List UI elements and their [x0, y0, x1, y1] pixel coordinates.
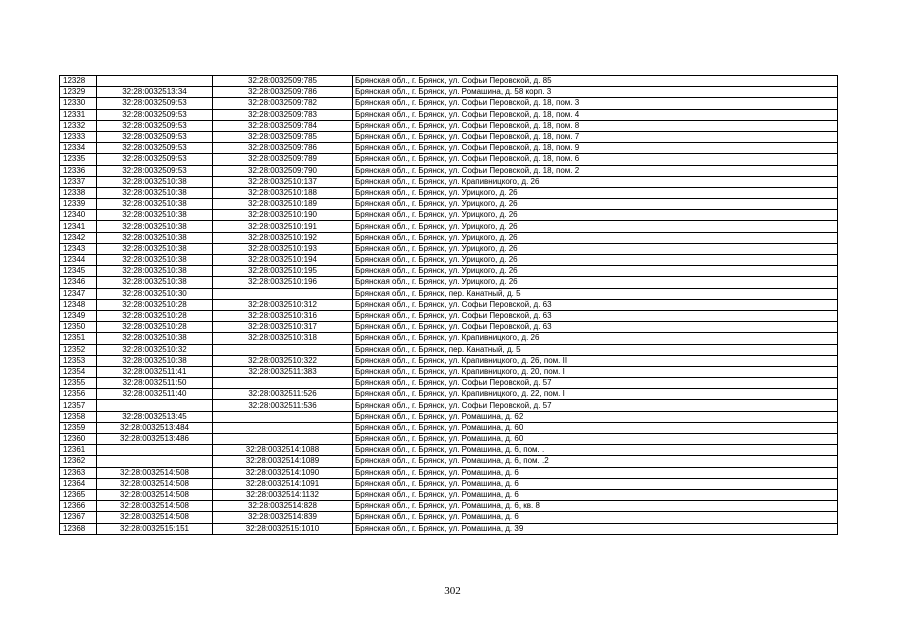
object-cadastral-cell: 32:28:0032510:316	[213, 310, 353, 321]
parcel-cadastral-cell: 32:28:0032513:45	[97, 411, 213, 422]
parcel-cadastral-cell: 32:28:0032511:50	[97, 378, 213, 389]
parcel-cadastral-cell: 32:28:0032515:151	[97, 523, 213, 534]
parcel-cadastral-cell	[97, 76, 213, 87]
row-number-cell: 12360	[60, 434, 97, 445]
object-cadastral-cell: 32:28:0032514:1091	[213, 478, 353, 489]
address-cell: Брянская обл., г. Брянск, ул. Урицкого, д. 26	[353, 187, 838, 198]
table-row	[60, 76, 838, 87]
address-cell: Брянская обл., г. Брянск, ул. Ромашина, д. 6	[353, 512, 838, 523]
parcel-cadastral-cell: 32:28:0032511:40	[97, 389, 213, 400]
row-number-cell: 12336	[60, 165, 97, 176]
row-number-cell: 12332	[60, 120, 97, 131]
table-row	[60, 523, 838, 534]
parcel-cadastral-cell: 32:28:0032510:38	[97, 232, 213, 243]
row-number-cell: 12357	[60, 400, 97, 411]
registry-table	[59, 75, 838, 535]
parcel-cadastral-cell: 32:28:0032511:41	[97, 366, 213, 377]
row-number-cell: 12368	[60, 523, 97, 534]
object-cadastral-cell: 32:28:0032510:193	[213, 243, 353, 254]
object-cadastral-cell: 32:28:0032510:194	[213, 255, 353, 266]
row-number-cell: 12359	[60, 422, 97, 433]
address-cell: Брянская обл., г. Брянск, ул. Софьи Перовской, д. 57	[353, 378, 838, 389]
table-row	[60, 501, 838, 512]
table-row	[60, 322, 838, 333]
address-cell: Брянская обл., г. Брянск, ул. Ромашина, д. 62	[353, 411, 838, 422]
address-cell: Брянская обл., г. Брянск, ул. Ромашина, д. 60	[353, 434, 838, 445]
parcel-cadastral-cell: 32:28:0032514:508	[97, 467, 213, 478]
row-number-cell: 12355	[60, 378, 97, 389]
row-number-cell: 12335	[60, 154, 97, 165]
object-cadastral-cell: 32:28:0032509:786	[213, 87, 353, 98]
object-cadastral-cell: 32:28:0032511:536	[213, 400, 353, 411]
row-number-cell: 12349	[60, 310, 97, 321]
address-cell: Брянская обл., г. Брянск, ул. Софьи Перовской, д. 18, пом. 2	[353, 165, 838, 176]
table-row	[60, 87, 838, 98]
row-number-cell: 12328	[60, 76, 97, 87]
table-row	[60, 199, 838, 210]
registry-table-body	[60, 76, 838, 535]
object-cadastral-cell: 32:28:0032511:526	[213, 389, 353, 400]
table-row	[60, 422, 838, 433]
object-cadastral-cell: 32:28:0032509:782	[213, 98, 353, 109]
address-cell: Брянская обл., г. Брянск, ул. Урицкого, д. 26	[353, 277, 838, 288]
row-number-cell: 12366	[60, 501, 97, 512]
parcel-cadastral-cell: 32:28:0032510:38	[97, 255, 213, 266]
table-row	[60, 344, 838, 355]
table-row	[60, 400, 838, 411]
table-row	[60, 333, 838, 344]
row-number-cell: 12347	[60, 288, 97, 299]
address-cell: Брянская обл., г. Брянск, ул. Ромашина, д. 6, пом. .2	[353, 456, 838, 467]
parcel-cadastral-cell: 32:28:0032510:38	[97, 210, 213, 221]
address-cell: Брянская обл., г. Брянск, ул. Урицкого, д. 26	[353, 232, 838, 243]
parcel-cadastral-cell: 32:28:0032510:38	[97, 277, 213, 288]
object-cadastral-cell: 32:28:0032510:191	[213, 221, 353, 232]
object-cadastral-cell: 32:28:0032514:1089	[213, 456, 353, 467]
row-number-cell: 12362	[60, 456, 97, 467]
object-cadastral-cell: 32:28:0032511:383	[213, 366, 353, 377]
address-cell: Брянская обл., г. Брянск, пер. Канатный, д. 5	[353, 288, 838, 299]
row-number-cell: 12346	[60, 277, 97, 288]
row-number-cell: 12351	[60, 333, 97, 344]
table-row	[60, 255, 838, 266]
row-number-cell: 12339	[60, 199, 97, 210]
row-number-cell: 12350	[60, 322, 97, 333]
table-row	[60, 143, 838, 154]
address-cell: Брянская обл., г. Брянск, ул. Софьи Перовской, д. 18, пом. 9	[353, 143, 838, 154]
object-cadastral-cell: 32:28:0032510:195	[213, 266, 353, 277]
address-cell: Брянская обл., г. Брянск, ул. Софьи Перовской, д. 18, пом. 3	[353, 98, 838, 109]
object-cadastral-cell	[213, 344, 353, 355]
address-cell: Брянская обл., г. Брянск, ул. Крапивницкого, д. 26	[353, 333, 838, 344]
table-row	[60, 355, 838, 366]
object-cadastral-cell: 32:28:0032510:189	[213, 199, 353, 210]
parcel-cadastral-cell: 32:28:0032513:34	[97, 87, 213, 98]
row-number-cell: 12367	[60, 512, 97, 523]
parcel-cadastral-cell: 32:28:0032510:38	[97, 176, 213, 187]
parcel-cadastral-cell: 32:28:0032510:38	[97, 355, 213, 366]
parcel-cadastral-cell: 32:28:0032513:486	[97, 434, 213, 445]
parcel-cadastral-cell: 32:28:0032510:38	[97, 333, 213, 344]
object-cadastral-cell: 32:28:0032514:1090	[213, 467, 353, 478]
address-cell: Брянская обл., г. Брянск, ул. Крапивницкого, д. 26	[353, 176, 838, 187]
table-row	[60, 221, 838, 232]
table-row	[60, 120, 838, 131]
row-number-cell: 12353	[60, 355, 97, 366]
address-cell: Брянская обл., г. Брянск, ул. Софьи Перовской, д. 57	[353, 400, 838, 411]
address-cell: Брянская обл., г. Брянск, ул. Крапивницкого, д. 20, пом. I	[353, 366, 838, 377]
table-row	[60, 489, 838, 500]
object-cadastral-cell: 32:28:0032509:789	[213, 154, 353, 165]
table-row	[60, 232, 838, 243]
table-row	[60, 378, 838, 389]
object-cadastral-cell: 32:28:0032510:317	[213, 322, 353, 333]
row-number-cell: 12338	[60, 187, 97, 198]
object-cadastral-cell: 32:28:0032510:137	[213, 176, 353, 187]
row-number-cell: 12343	[60, 243, 97, 254]
parcel-cadastral-cell: 32:28:0032514:508	[97, 512, 213, 523]
table-row	[60, 445, 838, 456]
object-cadastral-cell: 32:28:0032509:783	[213, 109, 353, 120]
address-cell: Брянская обл., г. Брянск, ул. Урицкого, д. 26	[353, 243, 838, 254]
parcel-cadastral-cell: 32:28:0032509:53	[97, 98, 213, 109]
table-row	[60, 98, 838, 109]
object-cadastral-cell	[213, 288, 353, 299]
address-cell: Брянская обл., г. Брянск, ул. Ромашина, д. 6	[353, 489, 838, 500]
address-cell: Брянская обл., г. Брянск, ул. Ромашина, д. 39	[353, 523, 838, 534]
address-cell: Брянская обл., г. Брянск, ул. Ромашина, д. 6	[353, 478, 838, 489]
object-cadastral-cell: 32:28:0032514:839	[213, 512, 353, 523]
object-cadastral-cell: 32:28:0032509:785	[213, 131, 353, 142]
address-cell: Брянская обл., г. Брянск, ул. Софьи Перовской, д. 63	[353, 322, 838, 333]
address-cell: Брянская обл., г. Брянск, ул. Урицкого, д. 26	[353, 255, 838, 266]
address-cell: Брянская обл., г. Брянск, ул. Ромашина, д. 6, кв. 8	[353, 501, 838, 512]
table-row	[60, 165, 838, 176]
parcel-cadastral-cell: 32:28:0032510:38	[97, 187, 213, 198]
row-number-cell: 12330	[60, 98, 97, 109]
row-number-cell: 12358	[60, 411, 97, 422]
address-cell: Брянская обл., г. Брянск, ул. Софьи Перовской, д. 18, пом. 6	[353, 154, 838, 165]
address-cell: Брянская обл., г. Брянск, ул. Софьи Перовской, д. 18, пом. 8	[353, 120, 838, 131]
row-number-cell: 12348	[60, 299, 97, 310]
address-cell: Брянская обл., г. Брянск, ул. Урицкого, д. 26	[353, 266, 838, 277]
address-cell: Брянская обл., г. Брянск, ул. Софьи Перовской, д. 63	[353, 310, 838, 321]
parcel-cadastral-cell: 32:28:0032510:28	[97, 322, 213, 333]
row-number-cell: 12363	[60, 467, 97, 478]
object-cadastral-cell	[213, 422, 353, 433]
address-cell: Брянская обл., г. Брянск, ул. Софьи Перовской, д. 85	[353, 76, 838, 87]
parcel-cadastral-cell: 32:28:0032509:53	[97, 120, 213, 131]
object-cadastral-cell	[213, 411, 353, 422]
row-number-cell: 12331	[60, 109, 97, 120]
parcel-cadastral-cell: 32:28:0032510:30	[97, 288, 213, 299]
table-row	[60, 109, 838, 120]
row-number-cell: 12364	[60, 478, 97, 489]
row-number-cell: 12342	[60, 232, 97, 243]
object-cadastral-cell: 32:28:0032514:1088	[213, 445, 353, 456]
table-row	[60, 187, 838, 198]
object-cadastral-cell: 32:28:0032510:196	[213, 277, 353, 288]
table-row	[60, 176, 838, 187]
address-cell: Брянская обл., г. Брянск, ул. Урицкого, д. 26	[353, 210, 838, 221]
row-number-cell: 12344	[60, 255, 97, 266]
parcel-cadastral-cell: 32:28:0032509:53	[97, 165, 213, 176]
address-cell: Брянская обл., г. Брянск, ул. Ромашина, д. 6	[353, 467, 838, 478]
row-number-cell: 12352	[60, 344, 97, 355]
parcel-cadastral-cell: 32:28:0032510:38	[97, 243, 213, 254]
object-cadastral-cell: 32:28:0032509:786	[213, 143, 353, 154]
table-row	[60, 210, 838, 221]
parcel-cadastral-cell: 32:28:0032509:53	[97, 109, 213, 120]
parcel-cadastral-cell	[97, 445, 213, 456]
row-number-cell: 12341	[60, 221, 97, 232]
table-row	[60, 366, 838, 377]
parcel-cadastral-cell: 32:28:0032509:53	[97, 143, 213, 154]
table-row	[60, 434, 838, 445]
address-cell: Брянская обл., г. Брянск, ул. Ромашина, д. 60	[353, 422, 838, 433]
parcel-cadastral-cell: 32:28:0032510:32	[97, 344, 213, 355]
parcel-cadastral-cell: 32:28:0032513:484	[97, 422, 213, 433]
address-cell: Брянская обл., г. Брянск, ул. Софьи Перовской, д. 63	[353, 299, 838, 310]
parcel-cadastral-cell: 32:28:0032510:38	[97, 266, 213, 277]
table-row	[60, 243, 838, 254]
object-cadastral-cell	[213, 434, 353, 445]
table-row	[60, 478, 838, 489]
parcel-cadastral-cell: 32:28:0032510:28	[97, 299, 213, 310]
table-row	[60, 456, 838, 467]
row-number-cell: 12345	[60, 266, 97, 277]
row-number-cell: 12361	[60, 445, 97, 456]
address-cell: Брянская обл., г. Брянск, ул. Крапивницкого, д. 22, пом. I	[353, 389, 838, 400]
table-row	[60, 299, 838, 310]
table-row	[60, 467, 838, 478]
address-cell: Брянская обл., г. Брянск, ул. Ромашина, д. 58 корп. 3	[353, 87, 838, 98]
parcel-cadastral-cell: 32:28:0032514:508	[97, 501, 213, 512]
table-row	[60, 389, 838, 400]
object-cadastral-cell	[213, 378, 353, 389]
parcel-cadastral-cell: 32:28:0032510:38	[97, 199, 213, 210]
address-cell: Брянская обл., г. Брянск, пер. Канатный, д. 5	[353, 344, 838, 355]
object-cadastral-cell: 32:28:0032510:312	[213, 299, 353, 310]
table-row	[60, 277, 838, 288]
table-row	[60, 310, 838, 321]
object-cadastral-cell: 32:28:0032514:828	[213, 501, 353, 512]
row-number-cell: 12337	[60, 176, 97, 187]
parcel-cadastral-cell: 32:28:0032509:53	[97, 131, 213, 142]
row-number-cell: 12340	[60, 210, 97, 221]
object-cadastral-cell: 32:28:0032510:192	[213, 232, 353, 243]
row-number-cell: 12334	[60, 143, 97, 154]
row-number-cell: 12356	[60, 389, 97, 400]
object-cadastral-cell: 32:28:0032510:318	[213, 333, 353, 344]
row-number-cell: 12354	[60, 366, 97, 377]
object-cadastral-cell: 32:28:0032509:785	[213, 76, 353, 87]
parcel-cadastral-cell: 32:28:0032510:28	[97, 310, 213, 321]
table-row	[60, 411, 838, 422]
object-cadastral-cell: 32:28:0032510:188	[213, 187, 353, 198]
table-row	[60, 131, 838, 142]
table-row	[60, 512, 838, 523]
object-cadastral-cell: 32:28:0032515:1010	[213, 523, 353, 534]
table-row	[60, 266, 838, 277]
row-number-cell: 12333	[60, 131, 97, 142]
page-number: 302	[444, 585, 461, 597]
row-number-cell: 12329	[60, 87, 97, 98]
parcel-cadastral-cell: 32:28:0032514:508	[97, 489, 213, 500]
parcel-cadastral-cell	[97, 400, 213, 411]
table-row	[60, 154, 838, 165]
parcel-cadastral-cell: 32:28:0032509:53	[97, 154, 213, 165]
parcel-cadastral-cell: 32:28:0032510:38	[97, 221, 213, 232]
object-cadastral-cell: 32:28:0032509:784	[213, 120, 353, 131]
parcel-cadastral-cell	[97, 456, 213, 467]
parcel-cadastral-cell: 32:28:0032514:508	[97, 478, 213, 489]
address-cell: Брянская обл., г. Брянск, ул. Крапивницкого, д. 26, пом. II	[353, 355, 838, 366]
address-cell: Брянская обл., г. Брянск, ул. Ромашина, д. 6, пом. .	[353, 445, 838, 456]
row-number-cell: 12365	[60, 489, 97, 500]
object-cadastral-cell: 32:28:0032510:322	[213, 355, 353, 366]
table-row	[60, 288, 838, 299]
address-cell: Брянская обл., г. Брянск, ул. Софьи Перовской, д. 18, пом. 4	[353, 109, 838, 120]
object-cadastral-cell: 32:28:0032509:790	[213, 165, 353, 176]
address-cell: Брянская обл., г. Брянск, ул. Урицкого, д. 26	[353, 199, 838, 210]
address-cell: Брянская обл., г. Брянск, ул. Софьи Перовской, д. 18, пом. 7	[353, 131, 838, 142]
object-cadastral-cell: 32:28:0032510:190	[213, 210, 353, 221]
address-cell: Брянская обл., г. Брянск, ул. Урицкого, д. 26	[353, 221, 838, 232]
object-cadastral-cell: 32:28:0032514:1132	[213, 489, 353, 500]
